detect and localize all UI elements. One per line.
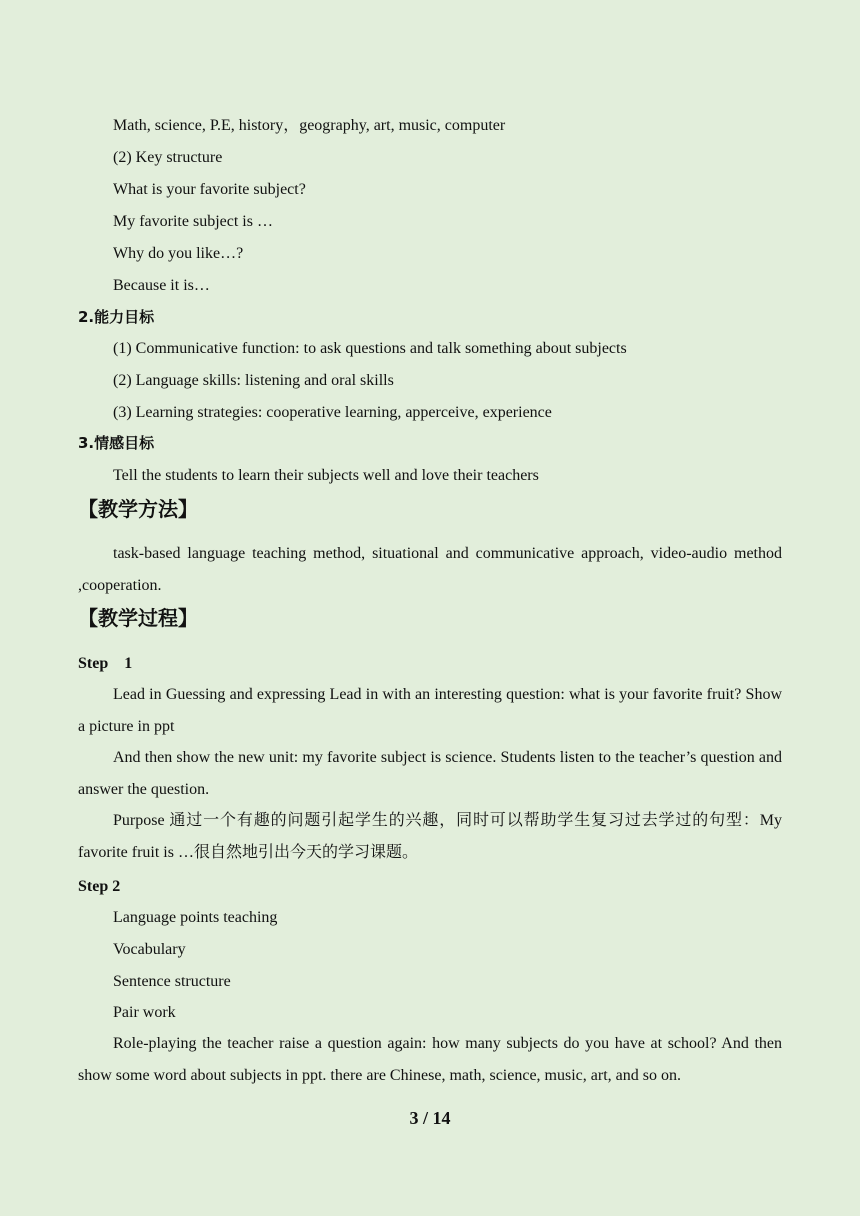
step2-title: Step 2 [78, 878, 121, 895]
methods-heading: 【教学方法】 [78, 497, 198, 521]
step1-purpose-paragraph: Purpose 通过一个有趣的问题引起学生的兴趣，同时可以帮助学生复习过去学过的句型：My favorite fruit is …很自然地引出今天的学习课题。 [78, 812, 782, 861]
ability-goal-item: (3) Learning strategies: cooperative learning, apperceive, experience [113, 404, 552, 421]
ability-goal-heading: 2.能力目标 [78, 308, 155, 326]
page-number: 3 / 14 [409, 1108, 451, 1128]
vocabulary-line: Math, science, P.E, history，geography, art, music, computer [113, 117, 506, 134]
step2-line: Pair work [113, 1004, 176, 1021]
ability-goal-item: (2) Language skills: listening and oral skills [113, 372, 394, 389]
structure-line: Why do you like…? [113, 245, 244, 262]
step2-line: Vocabulary [113, 941, 186, 958]
structure-line: My favorite subject is … [113, 213, 273, 230]
step1-paragraph: And then show the new unit: my favorite subject is science. Students listen to the teacher’s question and answer the question. [78, 749, 782, 798]
step1-paragraph: Lead in Guessing and expressing Lead in with an interesting question: what is your favorite fruit? Show a picture in ppt [78, 686, 782, 735]
structure-line: Because it is… [113, 277, 210, 294]
emotion-goal-heading: 3.情感目标 [78, 434, 155, 452]
emotion-goal-text: Tell the students to learn their subjects well and love their teachers [113, 467, 539, 484]
structure-line: What is your favorite subject? [113, 181, 306, 198]
step1-title: Step 1 [78, 655, 133, 672]
methods-paragraph: task-based language teaching method, situational and communicative approach, video-audio method ,cooperation. [78, 545, 782, 594]
key-structure-heading: (2) Key structure [113, 149, 223, 166]
step2-paragraph: Role-playing the teacher raise a question again: how many subjects do you have at school? And then show some word about subjects in ppt. there are Chinese, math, science, music, art, and so on. [78, 1035, 782, 1084]
step2-line: Language points teaching [113, 909, 278, 926]
step2-line: Sentence structure [113, 973, 231, 990]
process-heading: 【教学过程】 [78, 606, 198, 630]
ability-goal-item: (1) Communicative function: to ask questions and talk something about subjects [113, 340, 627, 357]
